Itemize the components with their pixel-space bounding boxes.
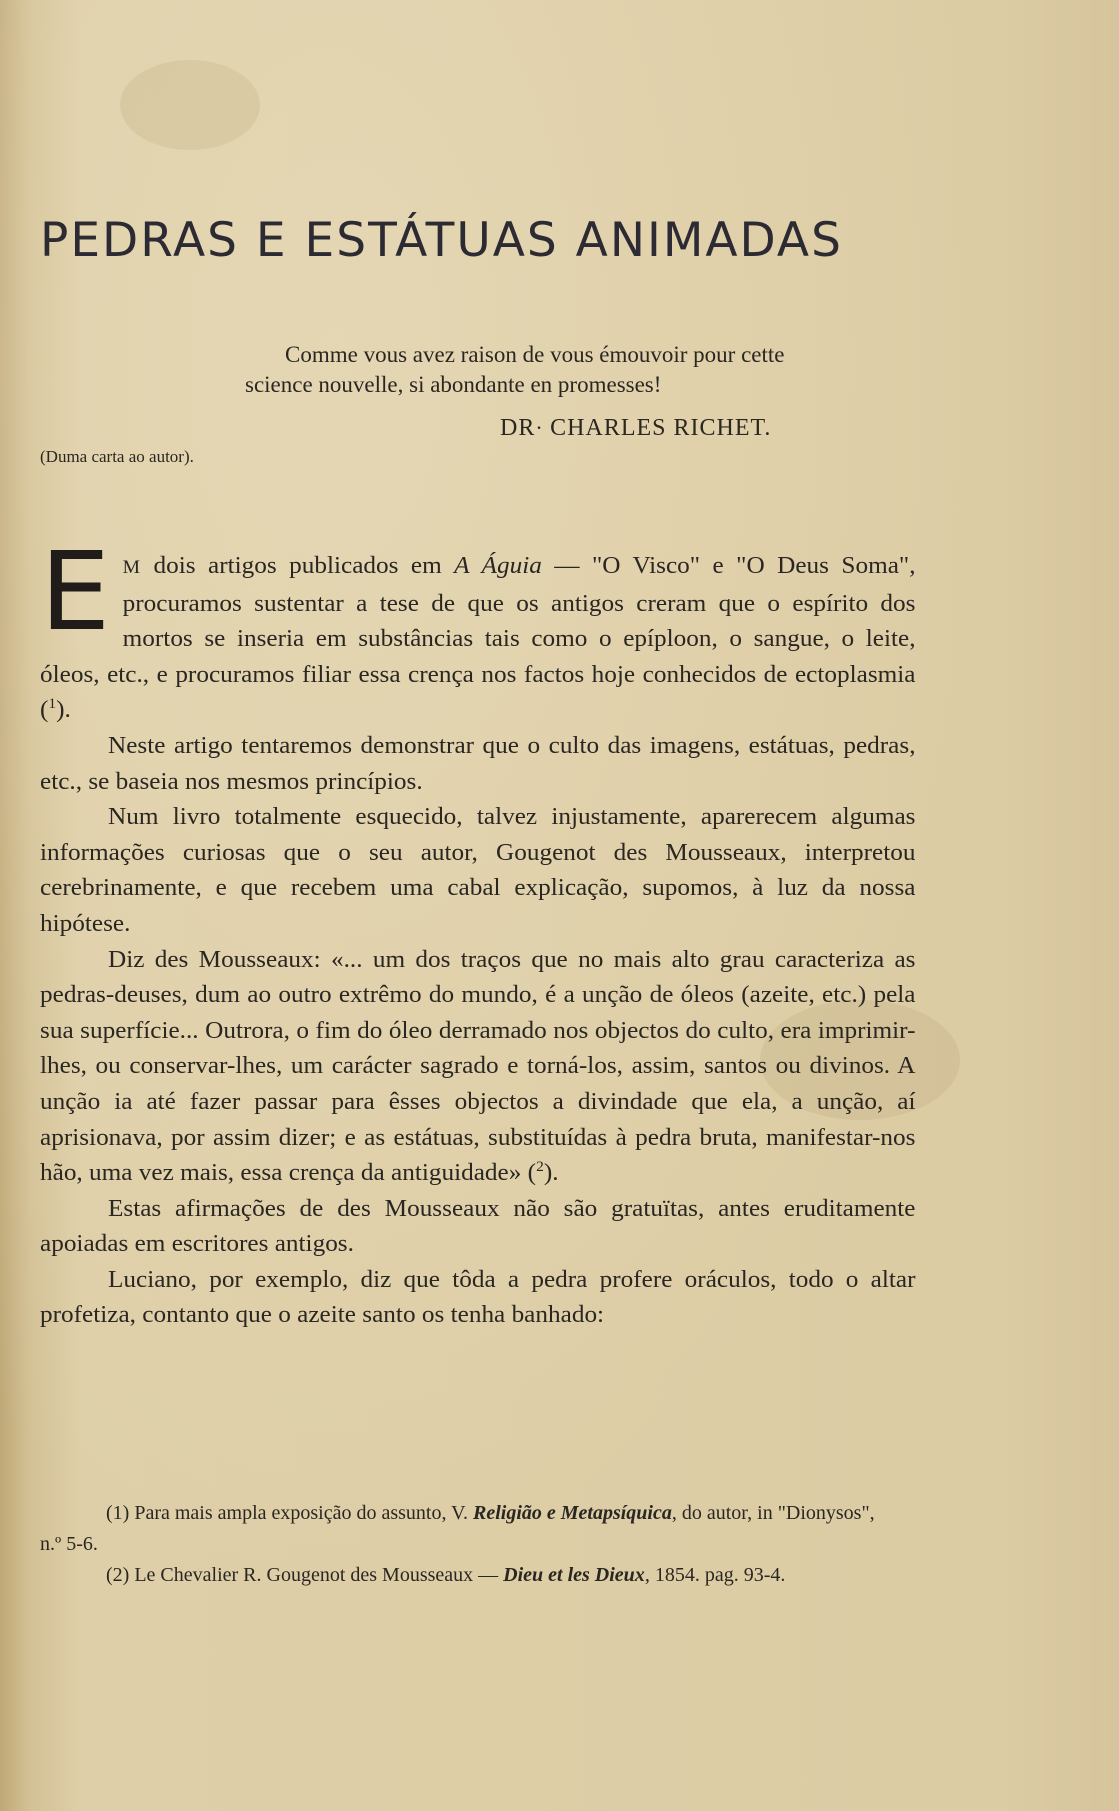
book-title: Dieu et les Dieux bbox=[503, 1564, 645, 1586]
paragraph: Estas afirmações de des Mousseaux não são gratuïtas, antes eruditamente apoiadas em escritores antigos. bbox=[40, 1194, 916, 1258]
paragraph: Luciano, por exemplo, diz que tôda a pedra profere oráculos, todo o altar profetiza, contanto que o azeite santo os tenha banhado: bbox=[40, 1265, 916, 1329]
paragraph: Neste artigo tentaremos demonstrar que o culto das imagens, estátuas, pedras, etc., se baseia nos mesmos princípios. bbox=[40, 731, 916, 795]
footnotes bbox=[40, 1498, 900, 1591]
author-name: CHARLES RICHET. bbox=[550, 415, 772, 441]
epigraph bbox=[245, 340, 905, 400]
footnote: (2) Le Chevalier R. Gougenot des Mousseaux — Dieu et les Dieux, 1854. pag. 93-4. bbox=[106, 1564, 786, 1586]
paragraph: Diz des Mousseaux: «... um dos traços que no mais alto grau caracteriza as pedras-deuses, dum ao outro extrêmo do mundo, é a unção de óleos (azeite, etc.) pela sua superfície... Outrora, o fim do óleo derramado nos objectos do culto, era imprimir-lhes, ou conservar-lhes, um carácter sagrado e torná-los, assim, santos ou divinos. A unção ia até fazer passar para êsses objectos a divindade que ela, a unção, aí aprisionava, por assim dizer; e as estátuas, substituídas à pedra bruta, manifestar-nos hão, uma vez mais, essa crença da antiguidade» ($^2$). bbox=[40, 945, 916, 1187]
footnote: (1) Para mais ampla exposição do assunto, V. Religião e Metapsíquica, do autor, in "Dionysos", n.º 5-6. bbox=[40, 1502, 875, 1555]
paper-stain bbox=[120, 60, 260, 150]
author-prefix: DR bbox=[500, 415, 536, 441]
epigraph-author: DR· CHARLES RICHET. bbox=[500, 415, 772, 441]
epigraph-source: (Duma carta ao autor). bbox=[40, 447, 194, 466]
book-title: Religião e Metapsíquica bbox=[472, 1502, 672, 1524]
footnote-ref: 1 bbox=[48, 696, 57, 713]
article-body bbox=[40, 530, 916, 1333]
drop-cap: E bbox=[40, 530, 111, 655]
paragraph: Num livro totalmente esquecido, talvez injustamente, aparerecem algumas informações curiosas que o seu autor, Gougenot des Mousseaux, interpretou cerebrinamente, e que recebem uma cabal explicação, supomos, à luz da nossa hipótese. bbox=[40, 803, 916, 937]
epigraph-line: Comme vous avez raison de vous émouvoir pour cette bbox=[285, 342, 785, 367]
paragraph: E M dois artigos publicados em A Águia — "O Visco" e "O Deus Soma", procuramos sustentar a tese de que os antigos creram que o espírito dos mortos se inseria em substâncias tais como o epíploon, o sangue, o leite, óleos, etc., e procuramos filiar essa crença nos factos hoje conhecidos de ectoplasmia ($^1$). bbox=[40, 530, 916, 724]
page-title: PEDRAS E ESTÁTUAS ANIMADAS bbox=[40, 213, 843, 268]
journal-title: A Águia bbox=[454, 552, 542, 579]
footnote-ref: 2 bbox=[536, 1158, 544, 1175]
epigraph-line: science nouvelle, si abondante en promesses! bbox=[245, 372, 662, 397]
